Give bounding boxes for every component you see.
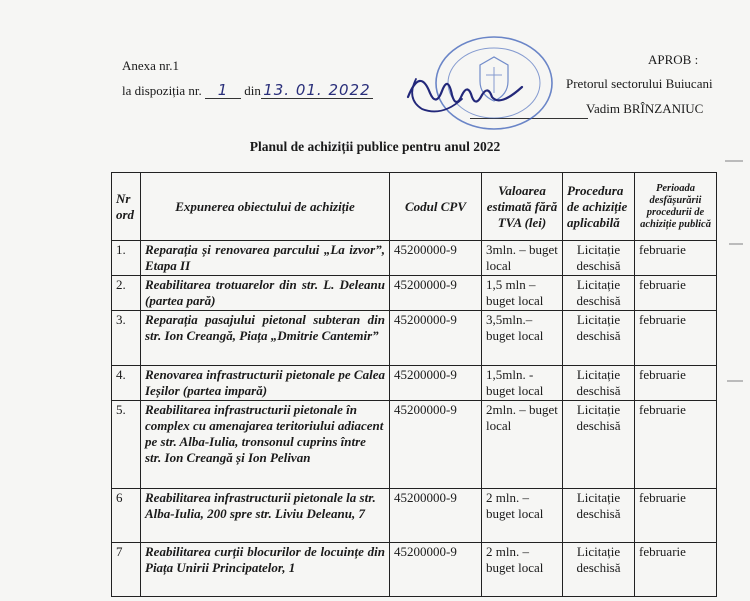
scan-artifact — [727, 380, 743, 382]
row-cpv: 45200000-9 — [390, 489, 482, 543]
row-procedure: Licitație deschisă — [563, 489, 635, 543]
table-row — [112, 401, 717, 489]
table-row — [112, 276, 717, 311]
row-object: Reabilitarea infrastructurii pietonale în complex cu amenajarea teritoriului adiacent pe str. Alba-Iulia, tronsonul cuprins între str. Ion Creangă și Ion Pelivan — [141, 401, 390, 489]
row-procedure: Licitație deschisă — [563, 366, 635, 401]
disposition-date: 13. 01. 2022 — [261, 82, 373, 99]
table-header-row — [112, 173, 717, 241]
table-row — [112, 241, 717, 276]
row-period: februarie — [635, 543, 717, 597]
row-number: 4. — [112, 366, 141, 401]
row-procedure: Licitație deschisă — [563, 401, 635, 489]
row-value: 3,5mln.– buget local — [482, 311, 563, 366]
pretor-title: Pretorul sectorului Buiucani — [566, 76, 713, 91]
table-row — [112, 366, 717, 401]
row-period: februarie — [635, 311, 717, 366]
row-value: 2 mln. – buget local — [482, 543, 563, 597]
row-number: 6 — [112, 489, 141, 543]
row-cpv: 45200000-9 — [390, 543, 482, 597]
row-object: Reabilitarea trotuarelor din str. L. Deleanu (partea pară) — [141, 276, 390, 311]
row-value: 2 mln. – buget local — [482, 489, 563, 543]
column-header-procedure: Procedura de achiziție aplicabilă — [563, 173, 635, 241]
row-value: 2mln. – buget local — [482, 401, 563, 489]
row-period: februarie — [635, 489, 717, 543]
column-header-cpv: Codul CPV — [390, 173, 482, 241]
official-stamp-icon — [398, 35, 568, 143]
disposition-number: 1 — [205, 82, 241, 99]
row-object: Reparația și renovarea parcului „La izvor”, Etapa II — [141, 241, 390, 276]
procurement-table — [111, 172, 717, 597]
row-procedure: Licitație deschisă — [563, 543, 635, 597]
annex-label: Anexa nr.1 — [122, 58, 180, 73]
row-number: 1. — [112, 241, 141, 276]
row-cpv: 45200000-9 — [390, 241, 482, 276]
scan-artifact — [725, 160, 743, 162]
table-row — [112, 489, 717, 543]
approve-label: APROB : — [648, 52, 699, 67]
row-object: Reparația pasajului pietonal subteran din str. Ion Creangă, Piața „Dmitrie Cantemir” — [141, 311, 390, 366]
table-row — [112, 311, 717, 366]
row-value: 1,5 mln – buget local — [482, 276, 563, 311]
row-value: 3mln. – buget local — [482, 241, 563, 276]
row-value: 1,5mln. - buget local — [482, 366, 563, 401]
column-header-period: Perioada desfășurării procedurii de achiziție publică — [635, 173, 717, 241]
row-number: 3. — [112, 311, 141, 366]
disposition-line — [122, 82, 373, 99]
row-object: Reabilitarea curții blocurilor de locuințe din Piața Unirii Principatelor, 1 — [141, 543, 390, 597]
row-number: 2. — [112, 276, 141, 311]
row-procedure: Licitație deschisă — [563, 241, 635, 276]
table-row — [112, 543, 717, 597]
disposition-prefix: la dispoziția nr. — [122, 83, 202, 98]
row-procedure: Licitație deschisă — [563, 276, 635, 311]
page-title: Planul de achiziții publice pentru anul 2022 — [249, 139, 501, 154]
row-procedure: Licitație deschisă — [563, 311, 635, 366]
row-number: 5. — [112, 401, 141, 489]
pretor-name: Vadim BRÎNZANIUC — [586, 101, 704, 116]
row-object: Renovarea infrastructurii pietonale pe Calea Ieșilor (partea impară) — [141, 366, 390, 401]
row-period: februarie — [635, 366, 717, 401]
row-number: 7 — [112, 543, 141, 597]
scan-artifact — [729, 243, 743, 245]
column-header-value: Valoarea estimată fără TVA (lei) — [482, 173, 563, 241]
row-object: Reabilitarea infrastructurii pietonale la str. Alba-Iulia, 200 spre str. Liviu Deleanu, 7 — [141, 489, 390, 543]
row-cpv: 45200000-9 — [390, 311, 482, 366]
row-period: februarie — [635, 401, 717, 489]
din-label: din — [244, 83, 261, 98]
row-period: februarie — [635, 241, 717, 276]
column-header-nr: Nr ord — [112, 173, 141, 241]
row-period: februarie — [635, 276, 717, 311]
row-cpv: 45200000-9 — [390, 276, 482, 311]
row-cpv: 45200000-9 — [390, 401, 482, 489]
column-header-object: Expunerea obiectului de achiziție — [141, 173, 390, 241]
row-cpv: 45200000-9 — [390, 366, 482, 401]
